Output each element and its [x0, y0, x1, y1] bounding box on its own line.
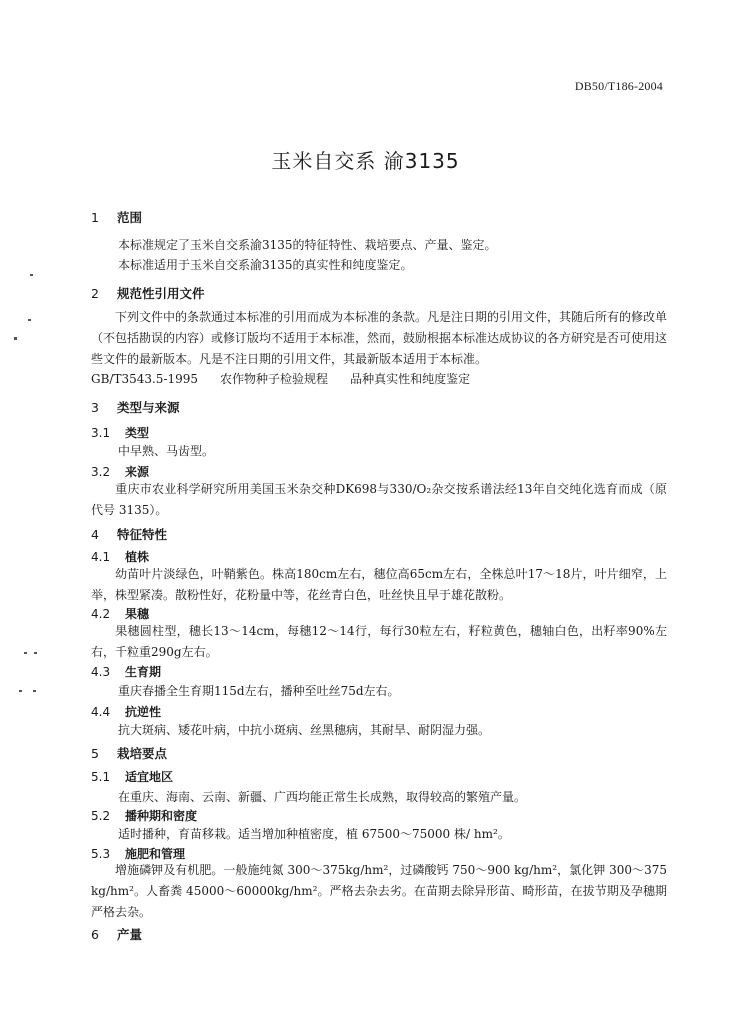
subsection-heading	[91, 807, 197, 824]
paragraph: 中早熟、马齿型。	[118, 444, 215, 458]
paragraph	[91, 479, 667, 521]
paragraph: 抗大斑病、矮花叶病，中抗小斑病、丝黑穗病，其耐旱、耐阴湿力强。	[118, 723, 491, 737]
section-title: 规范性引用文件	[117, 286, 205, 301]
reference-entry	[91, 370, 492, 387]
scan-speck	[33, 690, 36, 692]
subsection-title: 抗逆性	[125, 705, 162, 719]
scan-speck	[19, 690, 22, 692]
paragraph	[91, 860, 667, 923]
subsection-number: 5.3	[91, 847, 111, 861]
section-4-heading	[91, 525, 167, 543]
scan-speck	[14, 337, 17, 340]
section-title: 栽培要点	[117, 746, 168, 761]
subsection-number: 4.2	[91, 607, 111, 621]
subsection-title: 适宜地区	[125, 770, 174, 784]
scan-speck	[30, 274, 33, 276]
paragraph	[91, 564, 667, 606]
section-number: 4	[91, 527, 99, 542]
scan-speck	[34, 652, 37, 654]
subsection-heading	[91, 463, 149, 480]
section-number: 2	[91, 286, 99, 301]
subsection-heading	[91, 605, 149, 622]
subsection-number: 5.2	[91, 809, 111, 823]
subsection-heading	[91, 424, 149, 441]
subsection-heading	[91, 548, 149, 565]
paragraph: 在重庆、海南、云南、新疆、广西均能正常生长成熟，取得较高的繁殖产量。	[118, 790, 527, 804]
subsection-number: 5.1	[91, 770, 111, 784]
section-5-heading	[91, 744, 167, 762]
section-number: 5	[91, 746, 99, 761]
document-title: 玉米自交系 渝3135	[271, 149, 460, 173]
section-2-heading	[91, 284, 205, 302]
document-code: DB50/T186-2004	[574, 79, 663, 93]
subsection-title: 植株	[125, 550, 150, 564]
paragraph-text: 重庆市农业科学研究所用美国玉米杂交种DK698与330/O₂杂交按系谱法经13年自交纯化选育而成（原代号 3135）。	[91, 482, 667, 517]
reference-name: 农作物种子检验规程	[220, 372, 329, 386]
subsection-number: 4.1	[91, 550, 111, 564]
section-number: 6	[91, 927, 99, 942]
paragraph: 重庆春播全生育期115d左右，播种至吐丝75d左右。	[118, 684, 400, 698]
reference-part: 品种真实性和纯度鉴定	[350, 372, 471, 386]
paragraph: 本标准适用于玉米自交系渝3135的真实性和纯度鉴定。	[118, 258, 413, 272]
section-1-heading	[91, 208, 142, 226]
subsection-heading	[91, 768, 173, 785]
subsection-number: 3.1	[91, 426, 111, 440]
section-title: 产量	[117, 927, 143, 942]
section-number: 3	[91, 400, 99, 415]
paragraph	[91, 621, 667, 663]
paragraph-text: 增施磷钾及有机肥。一般施纯氮 300～375kg/hm²，过磷酸钙 750～900 kg/hm²，氯化钾 300～375 kg/hm²。人畜粪 45000～60000kg/hm²。严格去杂去劣。在苗期去除异形苗、畸形苗，在拔节期及孕穗期严格去杂。	[91, 863, 667, 919]
paragraph-text: 幼苗叶片淡绿色，叶鞘紫色。株高180cm左右，穗位高65cm左右，全株总叶17～18片，叶片细窄，上举，株型紧凑。散粉性好，花粉量中等，花丝青白色，吐丝快且早于雄花散粉。	[91, 567, 667, 602]
subsection-title: 播种期和密度	[125, 809, 198, 823]
subsection-heading	[91, 663, 161, 680]
subsection-title: 生育期	[125, 665, 162, 679]
subsection-heading	[91, 703, 161, 720]
subsection-title: 施肥和管理	[125, 847, 186, 861]
section-6-heading	[91, 925, 142, 943]
scan-speck	[28, 319, 31, 321]
paragraph	[91, 307, 667, 370]
subsection-number: 3.2	[91, 465, 111, 479]
section-title: 特征特性	[117, 527, 168, 542]
scan-speck	[24, 652, 27, 654]
reference-code: GB/T3543.5-1995	[91, 372, 199, 386]
section-title: 范围	[117, 210, 143, 225]
subsection-title: 来源	[125, 465, 150, 479]
section-title: 类型与来源	[117, 400, 180, 415]
subsection-number: 4.3	[91, 665, 111, 679]
subsection-title: 类型	[125, 426, 150, 440]
paragraph-text: 下列文件中的条款通过本标准的引用而成为本标准的条款。凡是注日期的引用文件，其随后所有的修改单（不包括勘误的内容）或修订版均不适用于本标准，然而，鼓励根据本标准达成协议的各方研究是否可使用这些文件的最新版本。凡是不注日期的引用文件，其最新版本适用于本标准。	[91, 310, 668, 366]
section-3-heading	[91, 398, 180, 416]
paragraph: 适时播种，育苗移栽。适当增加种植密度，植 67500～75000 株/ hm²。	[118, 827, 510, 841]
paragraph: 本标准规定了玉米自交系渝3135的特征特性、栽培要点、产量、鉴定。	[118, 238, 497, 252]
section-number: 1	[91, 210, 99, 225]
paragraph-text: 果穗圆柱型，穗长13～14cm，每穗12～14行，每行30粒左右，籽粒黄色，穗轴白色，出籽率90%左右，千粒重290g左右。	[91, 624, 667, 659]
subsection-title: 果穗	[125, 607, 150, 621]
subsection-number: 4.4	[91, 705, 111, 719]
